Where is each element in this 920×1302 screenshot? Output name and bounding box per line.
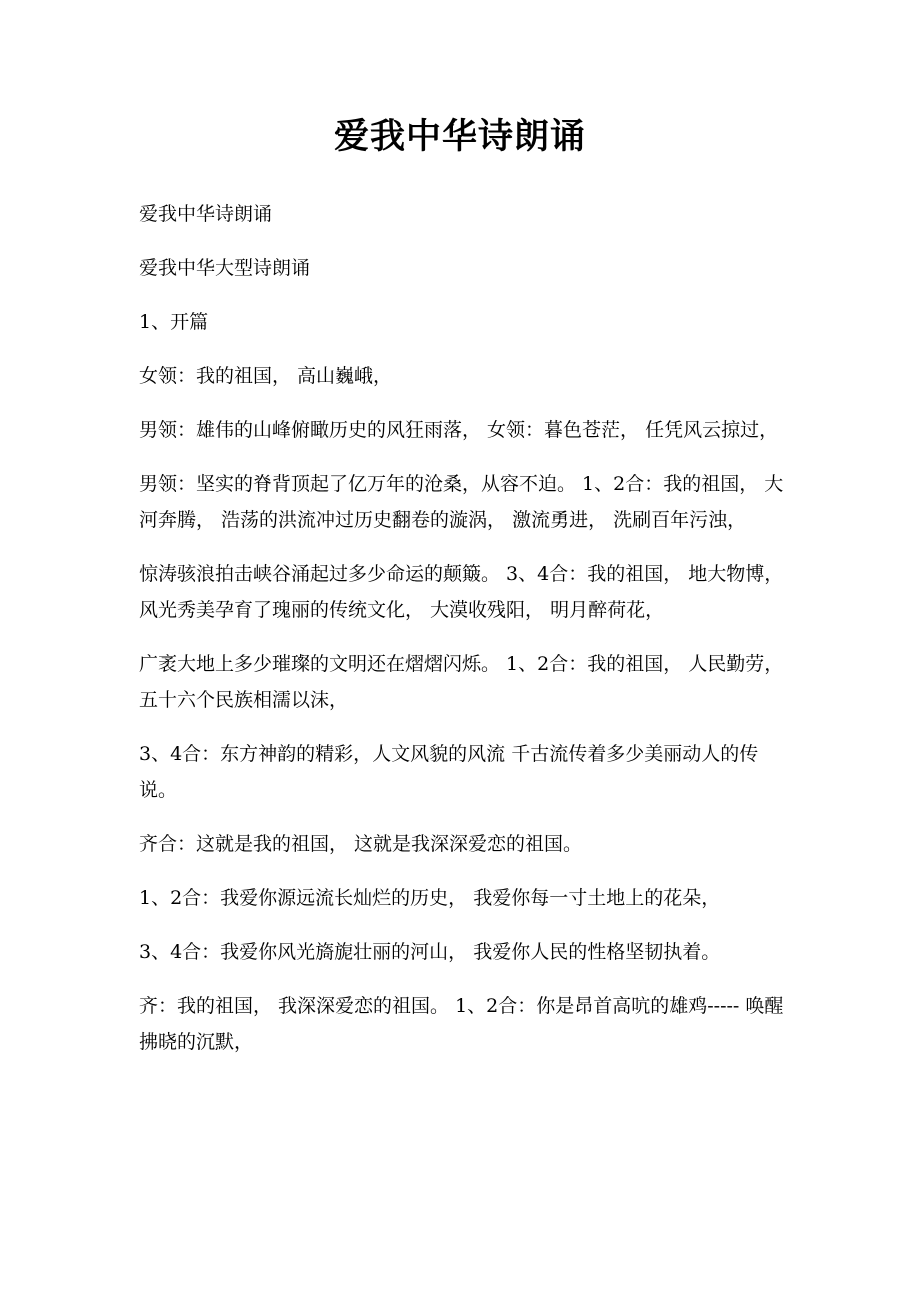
document-body (139, 196, 784, 1078)
paragraph-2: 爱我中华大型诗朗诵 (139, 257, 311, 279)
paragraph-1: 爱我中华诗朗诵 (139, 203, 273, 225)
paragraph-11: 1、2合：我爱你源远流长灿烂的历史， 我爱你每一寸土地上的花朵， (139, 887, 721, 909)
paragraph-6: 男领：坚实的脊背顶起了亿万年的沧桑，从容不迫。 1、2合：我的祖国， 大河奔腾， 浩荡的洪流冲过历史翻卷的漩涡， 激流勇进， 洗刷百年污浊， (139, 473, 784, 531)
paragraph-5: 男领：雄伟的山峰俯瞰历史的风狂雨落， 女领：暮色苍茫， 任凭风云掠过， (139, 419, 779, 441)
paragraph-7: 惊涛骇浪拍击峡谷涌起过多少命运的颠簸。 3、4合：我的祖国， 地大物博， 风光秀美孕育了瑰丽的传统文化， 大漠收残阳， 明月醉荷花， (139, 563, 784, 621)
paragraph-9: 3、4合：东方神韵的精彩，人文风貌的风流 千古流传着多少美丽动人的传说。 (139, 743, 759, 801)
paragraph-13: 齐：我的祖国， 我深深爱恋的祖国。 1、2合：你是昂首高吭的雄鸡----- 唤醒拂晓的沉默， (139, 995, 784, 1053)
document-title: 爱我中华诗朗诵 (333, 116, 586, 157)
paragraph-8: 广袤大地上多少璀璨的文明还在熠熠闪烁。 1、2合：我的祖国， 人民勤劳， 五十六个民族相濡以沫， (139, 653, 784, 711)
paragraph-3: 1、开篇 (139, 311, 209, 333)
paragraph-12: 3、4合：我爱你风光旖旎壮丽的河山， 我爱你人民的性格坚韧执着。 (139, 941, 721, 963)
paragraph-10: 齐合：这就是我的祖国， 这就是我深深爱恋的祖国。 (139, 833, 583, 855)
paragraph-4: 女领：我的祖国， 高山巍峨， (139, 365, 393, 387)
